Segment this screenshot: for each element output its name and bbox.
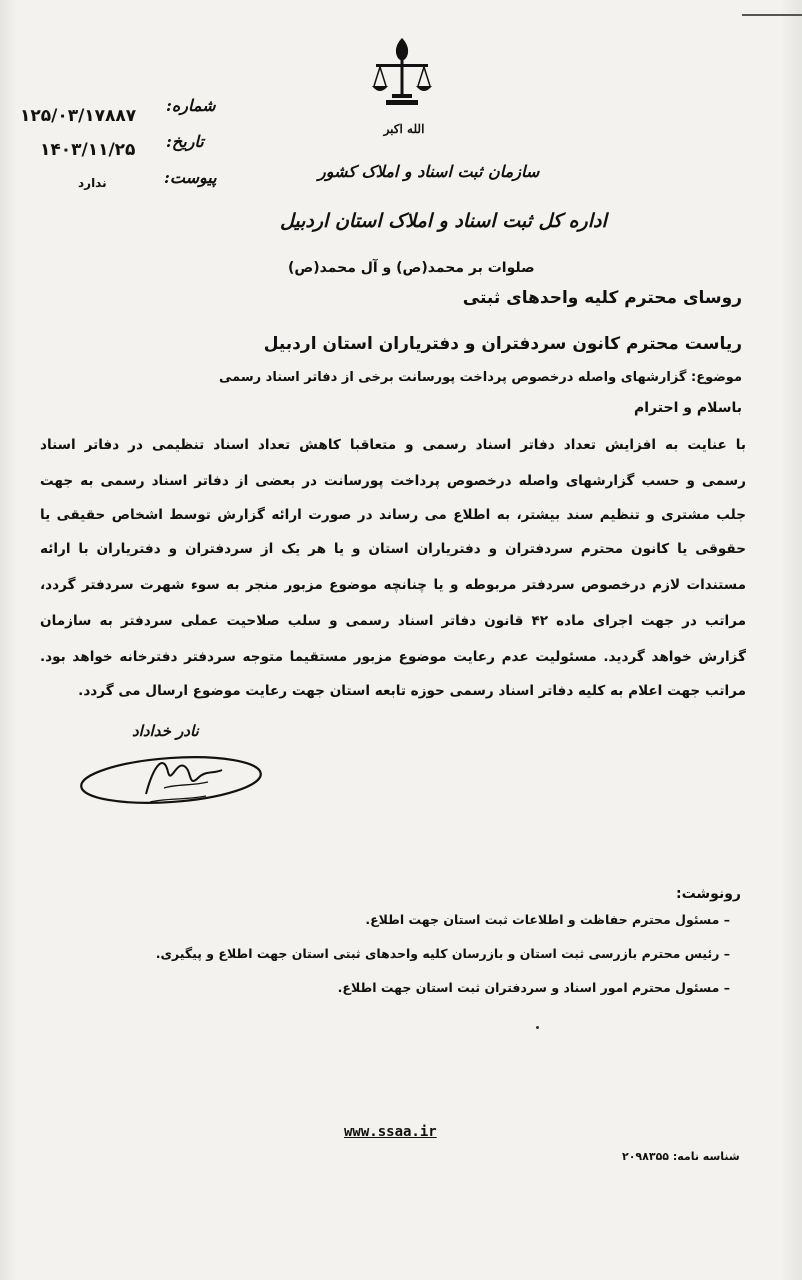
signature-stamp <box>76 744 266 814</box>
scales-of-justice-icon <box>370 36 434 110</box>
attachment-value: ندارد <box>78 176 107 190</box>
subject-line: موضوع: گزارشهای واصله درخصوص پرداخت پورسانت برخی از دفاتر اسناد رسمی <box>218 370 742 385</box>
body-line: مراتب جهت اعلام به کلیه دفاتر اسناد رسمی حوزه تابعه استان جهت رعایت موضوع ارسال می گردد. <box>78 683 746 699</box>
document-id: شناسه نامه: ۲۰۹۸۳۵۵ <box>622 1150 740 1163</box>
cc-item: – مسئول محترم امور اسناد و سردفتران ثبت استان جهت اطلاع. <box>337 980 730 995</box>
salutation-line: صلوات بر محمد(ص) و آل محمد(ص) <box>288 260 535 276</box>
body-line: حقوقی یا کانون محترم سردفتران و دفتریاران استان و یا هر یک از سردفتران و دفتریاران با ارائه <box>40 541 746 557</box>
stray-dot <box>536 1026 539 1029</box>
recipient-line-2: ریاست محترم کانون سردفتران و دفتریاران استان اردبیل <box>263 334 742 354</box>
signer-name: نادر خداداد <box>132 722 199 740</box>
scan-artifact-line <box>742 14 802 16</box>
cc-item: – رئیس محترم بازرسی ثبت استان و بازرسان کلیه واحدهای ثبتی استان جهت اطلاع و پیگیری. <box>155 946 730 961</box>
number-label: شماره: <box>166 96 216 115</box>
recipient-line-1: روسای محترم کلیه واحدهای ثبتی <box>462 288 742 308</box>
body-line: با عنایت به افزایش تعداد دفاتر اسناد رسمی و متعاقبا کاهش تعداد اسناد تنظیمی در دفاتر اسناد <box>40 437 746 453</box>
cc-item: – مسئول محترم حفاظت و اطلاعات ثبت استان جهت اطلاع. <box>365 912 730 927</box>
body-line: رسمی و حسب گزارشهای واصله درخصوص پرداخت پورسانت در بعضی از دفاتر اسناد رسمی به جهت <box>40 473 746 489</box>
body-line: مستندات لازم درخصوص سردفتر مربوطه و یا چنانچه موضوع مزبور منجر به سوء شهرت سردفتر گردد، <box>40 577 746 593</box>
body-line: مراتب در جهت اجرای ماده ۴۲ قانون دفاتر اسناد رسمی و سلب صلاحیت عملی سردفتر به سازمان <box>40 613 746 629</box>
body-line: گزارش خواهد گردید. مسئولیت عدم رعایت موضوع مزبور مستقیما متوجه سردفتر دفترخانه خواهد بود. <box>40 649 746 665</box>
greeting: باسلام و احترام <box>634 400 742 416</box>
organization-name: سازمان ثبت اسناد و املاک کشور <box>318 162 540 181</box>
cc-title: رونوشت: <box>676 886 741 902</box>
date-label: تاریخ: <box>166 132 204 151</box>
website-link[interactable]: www.ssaa.ir <box>344 1124 437 1140</box>
letter-date: ۱۴۰۳/۱۱/۲۵ <box>40 140 136 160</box>
letter-number: ۱۲۵/۰۳/۱۷۸۸۷ <box>20 106 137 126</box>
department-name: اداره کل ثبت اسناد و املاک استان اردبیل <box>280 210 607 232</box>
attachment-label: پیوست: <box>164 168 217 187</box>
emblem-motto: الله اکبر <box>383 122 425 136</box>
body-line: جلب مشتری و تنظیم سند بیشتر، به اطلاع می رساند در صورت ارائه گزارش توسط اشخاص حقیقی یا <box>40 507 746 523</box>
